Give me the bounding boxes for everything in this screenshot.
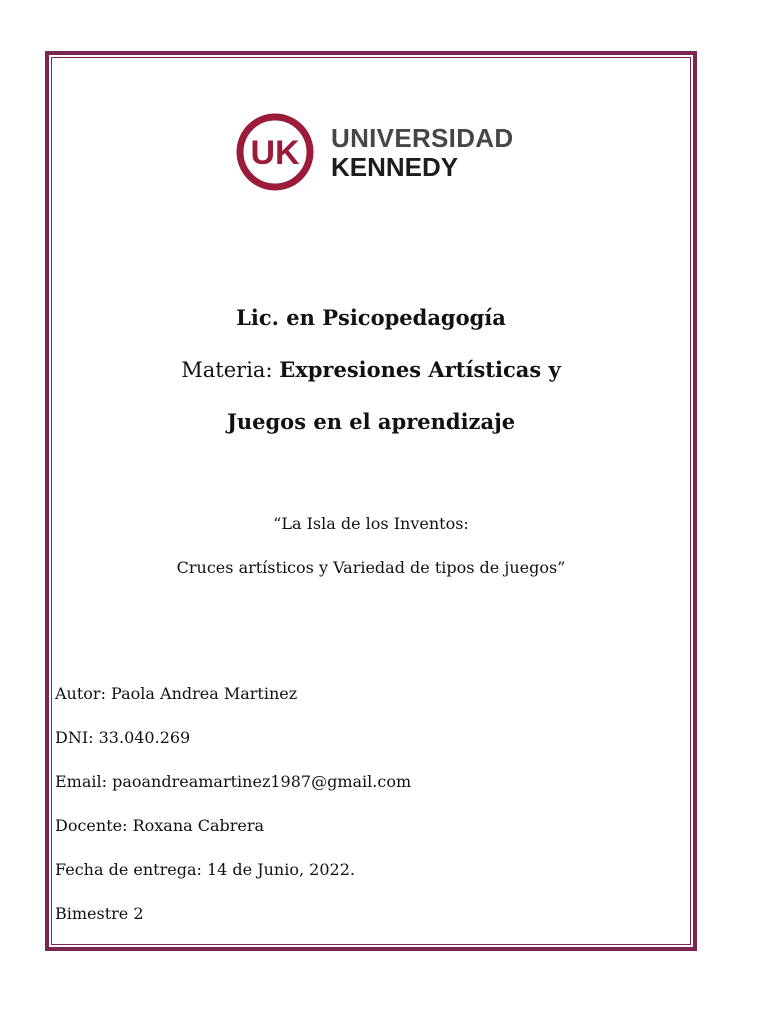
university-logo bbox=[236, 113, 516, 191]
logo-line-universidad: UNIVERSIDAD bbox=[331, 123, 514, 153]
logo-monogram: UK bbox=[250, 134, 300, 172]
materia-value-line2: Juegos en el aprendizaje bbox=[226, 409, 516, 434]
materia-value-line1: Expresiones Artísticas y bbox=[279, 357, 561, 382]
logo-wordmark bbox=[331, 125, 513, 180]
uk-logo-mark bbox=[236, 113, 314, 191]
due-date-line: Fecha de entrega: 14 de Junio, 2022. bbox=[55, 860, 355, 879]
work-title-line1: “La Isla de los Inventos: bbox=[273, 514, 469, 533]
work-title-line2: Cruces artísticos y Variedad de tipos de juegos” bbox=[176, 558, 566, 577]
term-line: Bimestre 2 bbox=[55, 904, 144, 923]
teacher-line: Docente: Roxana Cabrera bbox=[55, 816, 265, 835]
materia-line bbox=[45, 357, 697, 382]
email-line: Email: paoandreamartinez1987@gmail.com bbox=[55, 772, 412, 791]
materia-label: Materia: bbox=[181, 358, 273, 382]
logo-line-kennedy: KENNEDY bbox=[331, 152, 459, 182]
author-line: Autor: Paola Andrea Martinez bbox=[55, 684, 298, 703]
dni-line: DNI: 33.040.269 bbox=[55, 728, 191, 747]
degree-title: Lic. en Psicopedagogía bbox=[236, 305, 506, 330]
